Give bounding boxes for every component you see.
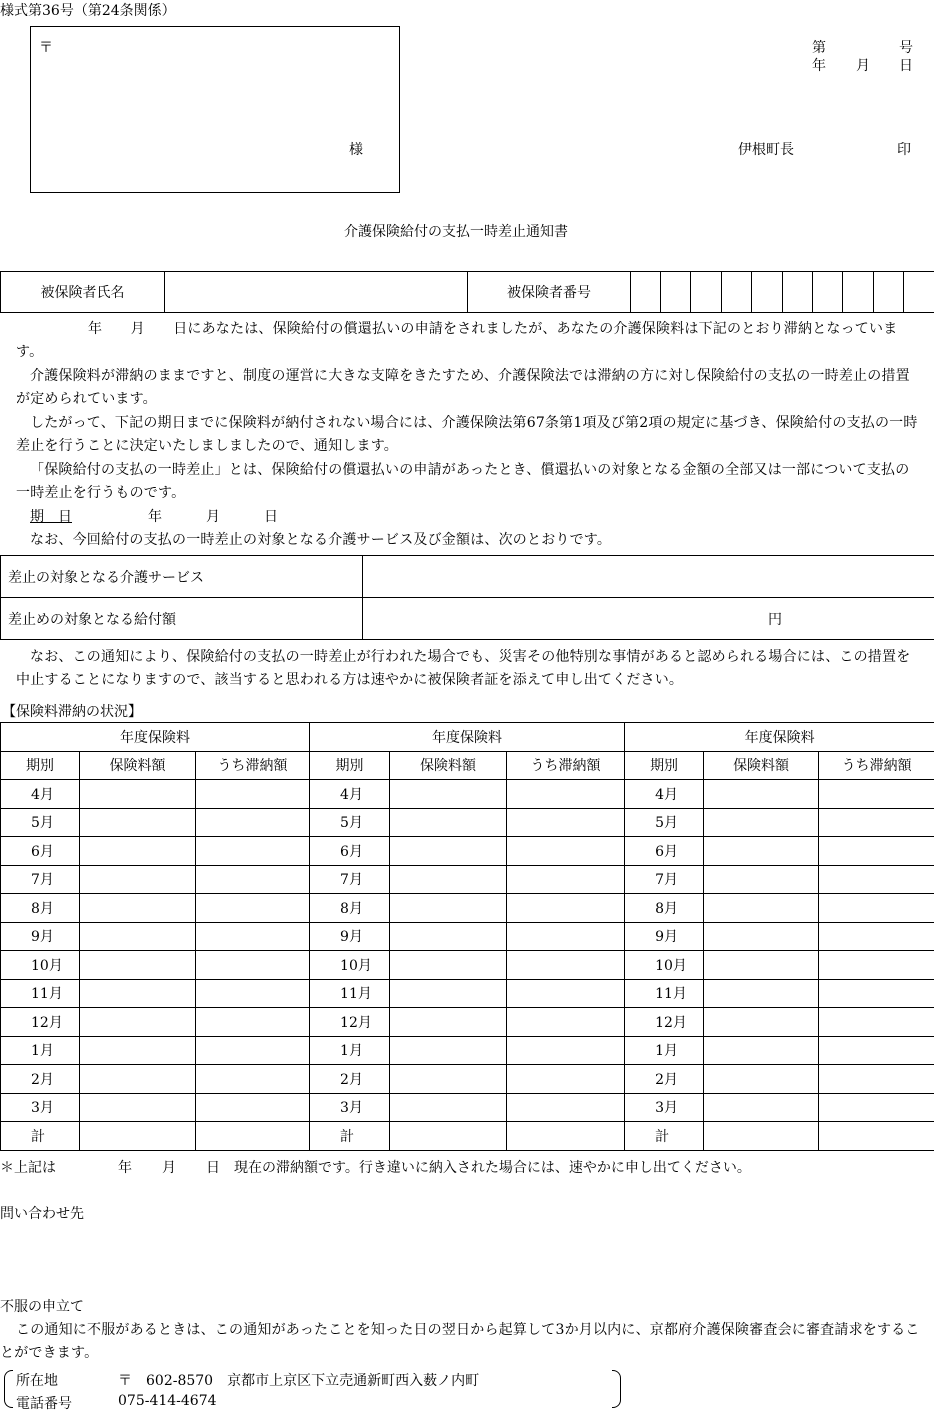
period-label: 11月 bbox=[625, 979, 704, 1008]
arrears-cell[interactable] bbox=[507, 1065, 625, 1094]
premium-cell[interactable] bbox=[80, 894, 196, 923]
deadline-tsuki: 月 bbox=[206, 506, 220, 526]
premium-cell[interactable] bbox=[390, 1065, 507, 1094]
tel-value: 075‐414‐4674 bbox=[118, 1393, 217, 1409]
period-label: 4月 bbox=[1, 780, 80, 809]
period-label: 計 bbox=[310, 1122, 390, 1151]
insured-number-digit[interactable] bbox=[661, 272, 691, 313]
premium-cell[interactable] bbox=[80, 1065, 196, 1094]
arrears-cell[interactable] bbox=[507, 1122, 625, 1151]
arrears-cell[interactable] bbox=[196, 894, 310, 923]
arrears-cell[interactable] bbox=[819, 922, 934, 951]
paragraph-6: なお、この通知により、保険給付の支払の一時差止が行われた場合でも、災害その他特別な事情があると認められる場合には、この措置を中止することになりますので、該当すると思われる方は速やかに被保険者証を添えて申し出てください。 bbox=[16, 646, 922, 692]
premium-cell[interactable] bbox=[80, 808, 196, 837]
note-tsuki: 月 bbox=[162, 1157, 176, 1177]
col-arrears: うち滞納額 bbox=[196, 751, 310, 780]
table-row bbox=[1, 865, 934, 894]
col-premium: 保険料額 bbox=[704, 751, 819, 780]
premium-cell[interactable] bbox=[80, 837, 196, 866]
period-label: 1月 bbox=[625, 1036, 704, 1065]
period-label: 11月 bbox=[1, 979, 80, 1008]
arrears-status-table bbox=[0, 722, 934, 1151]
table-row bbox=[1, 979, 934, 1008]
period-label: 12月 bbox=[1, 1008, 80, 1037]
col-arrears: うち滞納額 bbox=[507, 751, 625, 780]
arrears-cell[interactable] bbox=[507, 951, 625, 980]
period-label: 1月 bbox=[1, 1036, 80, 1065]
sama-label: 様 bbox=[349, 139, 363, 159]
paragraph-2: 介護保険料が滞納のままですと、制度の運営に大きな支障をきたすため、介護保険法では滞納の方に対し保険給付の支払の一時差止の措置が定められています。 bbox=[16, 365, 922, 411]
deadline-hi: 日 bbox=[264, 506, 278, 526]
premium-cell[interactable] bbox=[704, 951, 819, 980]
paragraph-5: なお、今回給付の支払の一時差止の対象となる介護サービス及び金額は、次のとおりです。 bbox=[16, 529, 922, 552]
premium-cell[interactable] bbox=[390, 837, 507, 866]
arrears-cell[interactable] bbox=[507, 922, 625, 951]
insured-number-digit[interactable] bbox=[722, 272, 752, 313]
premium-cell[interactable] bbox=[80, 1122, 196, 1151]
premium-cell[interactable] bbox=[390, 894, 507, 923]
target-service-label: 差止の対象となる介護サービス bbox=[1, 556, 363, 598]
arrears-cell[interactable] bbox=[507, 837, 625, 866]
premium-cell[interactable] bbox=[704, 1065, 819, 1094]
arrears-cell[interactable] bbox=[196, 1008, 310, 1037]
address-value: 〒 602‐8570 京都市上京区下立売通新町西入薮ノ内町 bbox=[118, 1370, 479, 1390]
period-label: 1月 bbox=[310, 1036, 390, 1065]
arrears-cell[interactable] bbox=[196, 951, 310, 980]
arrears-cell[interactable] bbox=[196, 780, 310, 809]
arrears-cell[interactable] bbox=[819, 837, 934, 866]
col-premium: 保険料額 bbox=[390, 751, 507, 780]
date-hi: 日 bbox=[899, 55, 913, 75]
target-service-field[interactable] bbox=[363, 556, 934, 598]
table-row bbox=[1, 780, 934, 809]
deadline-label: 期 日 bbox=[30, 509, 72, 525]
arrears-cell[interactable] bbox=[819, 894, 934, 923]
arrears-cell[interactable] bbox=[507, 865, 625, 894]
premium-cell[interactable] bbox=[704, 922, 819, 951]
period-label: 6月 bbox=[625, 837, 704, 866]
period-label: 7月 bbox=[625, 865, 704, 894]
postal-mark: 〒 bbox=[39, 37, 53, 57]
premium-cell[interactable] bbox=[390, 1093, 507, 1122]
arrears-cell[interactable] bbox=[196, 922, 310, 951]
appeal-title: 不服の申立て bbox=[0, 1296, 84, 1316]
premium-cell[interactable] bbox=[704, 894, 819, 923]
year-header: 年度保険料 bbox=[310, 723, 625, 752]
paragraph-1: 年 月 日にあなたは、保険給付の償還払いの申請をされましたが、あなたの介護保険料は下記のとおり滞納となっています。 bbox=[16, 318, 922, 364]
deadline-line bbox=[30, 506, 276, 526]
go-label: 号 bbox=[899, 37, 913, 57]
year-header: 年度保険料 bbox=[625, 723, 934, 752]
insured-number-digit[interactable] bbox=[631, 272, 661, 313]
insured-number-digit[interactable] bbox=[813, 272, 843, 313]
period-label: 11月 bbox=[310, 979, 390, 1008]
insured-table bbox=[0, 271, 934, 313]
arrears-cell[interactable] bbox=[819, 780, 934, 809]
col-period: 期別 bbox=[310, 751, 390, 780]
insured-name-label: 被保険者氏名 bbox=[1, 272, 165, 313]
table-row bbox=[1, 1093, 934, 1122]
table-row bbox=[1, 1065, 934, 1094]
note-hi: 日 bbox=[206, 1157, 220, 1177]
premium-cell[interactable] bbox=[390, 922, 507, 951]
premium-cell[interactable] bbox=[704, 1093, 819, 1122]
premium-cell[interactable] bbox=[80, 1093, 196, 1122]
period-label: 10月 bbox=[1, 951, 80, 980]
arrears-cell[interactable] bbox=[196, 1036, 310, 1065]
arrears-cell[interactable] bbox=[196, 1122, 310, 1151]
period-label: 5月 bbox=[625, 808, 704, 837]
arrears-cell[interactable] bbox=[819, 1065, 934, 1094]
period-label: 4月 bbox=[625, 780, 704, 809]
period-label: 4月 bbox=[310, 780, 390, 809]
insured-number-digit[interactable] bbox=[874, 272, 904, 313]
period-label: 7月 bbox=[310, 865, 390, 894]
premium-cell[interactable] bbox=[704, 1008, 819, 1037]
period-label: 8月 bbox=[1, 894, 80, 923]
premium-cell[interactable] bbox=[390, 1122, 507, 1151]
inquiry-label: 問い合わせ先 bbox=[0, 1203, 84, 1223]
premium-cell[interactable] bbox=[80, 1008, 196, 1037]
period-label: 8月 bbox=[310, 894, 390, 923]
dai-label: 第 bbox=[812, 37, 826, 57]
arrears-cell[interactable] bbox=[196, 1065, 310, 1094]
premium-cell[interactable] bbox=[80, 865, 196, 894]
period-label: 3月 bbox=[1, 1093, 80, 1122]
arrears-cell[interactable] bbox=[819, 1008, 934, 1037]
premium-cell[interactable] bbox=[704, 865, 819, 894]
period-label: 3月 bbox=[310, 1093, 390, 1122]
col-period: 期別 bbox=[625, 751, 704, 780]
arrears-cell[interactable] bbox=[507, 1008, 625, 1037]
tel-label: 電話番号 bbox=[16, 1393, 72, 1413]
period-label: 計 bbox=[1, 1122, 80, 1151]
period-label: 12月 bbox=[625, 1008, 704, 1037]
premium-cell[interactable] bbox=[704, 979, 819, 1008]
deadline-nen: 年 bbox=[148, 506, 162, 526]
period-label: 5月 bbox=[310, 808, 390, 837]
period-label: 5月 bbox=[1, 808, 80, 837]
seal-mark: 印 bbox=[897, 139, 911, 159]
insured-number-digit[interactable] bbox=[691, 272, 722, 313]
insured-number-digit[interactable] bbox=[843, 272, 874, 313]
status-heading: 【保険料滞納の状況】 bbox=[2, 701, 142, 721]
table-row bbox=[1, 1036, 934, 1065]
table-row bbox=[1, 1008, 934, 1037]
premium-cell[interactable] bbox=[390, 808, 507, 837]
insured-name-field[interactable] bbox=[165, 272, 468, 313]
table-row bbox=[1, 922, 934, 951]
arrears-cell[interactable] bbox=[819, 1122, 934, 1151]
premium-cell[interactable] bbox=[704, 1122, 819, 1151]
premium-cell[interactable] bbox=[704, 1036, 819, 1065]
arrears-cell[interactable] bbox=[196, 837, 310, 866]
table-row bbox=[1, 808, 934, 837]
arrears-cell[interactable] bbox=[507, 808, 625, 837]
period-label: 9月 bbox=[625, 922, 704, 951]
col-period: 期別 bbox=[1, 751, 80, 780]
premium-cell[interactable] bbox=[704, 837, 819, 866]
period-label: 9月 bbox=[1, 922, 80, 951]
insured-number-label: 被保険者番号 bbox=[468, 272, 631, 313]
note-suffix: 現在の滞納額です。行き違いに納入された場合には、速やかに申し出てください。 bbox=[234, 1157, 751, 1177]
premium-cell[interactable] bbox=[704, 780, 819, 809]
arrears-cell[interactable] bbox=[196, 808, 310, 837]
col-premium: 保険料額 bbox=[80, 751, 196, 780]
period-label: 2月 bbox=[625, 1065, 704, 1094]
yen-unit: 円 bbox=[768, 609, 782, 629]
arrears-cell[interactable] bbox=[196, 865, 310, 894]
period-label: 7月 bbox=[1, 865, 80, 894]
arrears-cell[interactable] bbox=[819, 1093, 934, 1122]
premium-cell[interactable] bbox=[704, 808, 819, 837]
arrears-cell[interactable] bbox=[507, 1093, 625, 1122]
period-label: 12月 bbox=[310, 1008, 390, 1037]
document-title: 介護保険給付の支払一時差止通知書 bbox=[344, 221, 568, 241]
target-amount-field[interactable] bbox=[363, 598, 934, 640]
arrears-cell[interactable] bbox=[819, 979, 934, 1008]
arrears-cell[interactable] bbox=[819, 951, 934, 980]
arrears-cell[interactable] bbox=[507, 780, 625, 809]
premium-cell[interactable] bbox=[390, 865, 507, 894]
arrears-cell[interactable] bbox=[196, 1093, 310, 1122]
note-prefix: ＊上記は bbox=[0, 1157, 56, 1177]
premium-cell[interactable] bbox=[80, 979, 196, 1008]
form-number: 様式第36号（第24条関係） bbox=[0, 0, 176, 20]
address-box bbox=[30, 26, 400, 193]
period-label: 6月 bbox=[310, 837, 390, 866]
target-table bbox=[0, 555, 934, 640]
bracket-left bbox=[4, 1370, 13, 1408]
note-nen: 年 bbox=[118, 1157, 132, 1177]
arrears-cell[interactable] bbox=[819, 808, 934, 837]
paragraph-3: したがって、下記の期日までに保険料が納付されない場合には、介護保険法第67条第1項及び第2項の規定に基づき、保険給付の支払の一時差止を行うことに決定いたしましましたので、通知します。 bbox=[16, 412, 922, 458]
arrears-cell[interactable] bbox=[507, 979, 625, 1008]
issuer: 伊根町長 bbox=[738, 139, 794, 159]
premium-cell[interactable] bbox=[390, 780, 507, 809]
premium-cell[interactable] bbox=[390, 1008, 507, 1037]
appeal-text: この通知に不服があるときは、この通知があったことを知った日の翌日から起算して3か月以内に、京都府介護保険審査会に審査請求をすることができます。 bbox=[0, 1319, 922, 1365]
insured-number-digit[interactable] bbox=[783, 272, 813, 313]
period-label: 2月 bbox=[310, 1065, 390, 1094]
period-label: 2月 bbox=[1, 1065, 80, 1094]
period-label: 10月 bbox=[310, 951, 390, 980]
table-row bbox=[1, 837, 934, 866]
period-label: 計 bbox=[625, 1122, 704, 1151]
premium-cell[interactable] bbox=[390, 1036, 507, 1065]
table-row bbox=[1, 894, 934, 923]
period-label: 3月 bbox=[625, 1093, 704, 1122]
paragraph-4: 「保険給付の支払の一時差止」とは、保険給付の償還払いの申請があったとき、償還払いの対象となる金額の全部又は一部について支払の一時差止を行うものです。 bbox=[16, 459, 922, 505]
address-label: 所在地 bbox=[16, 1370, 58, 1390]
arrears-cell[interactable] bbox=[507, 894, 625, 923]
period-label: 10月 bbox=[625, 951, 704, 980]
arrears-cell[interactable] bbox=[819, 865, 934, 894]
col-arrears: うち滞納額 bbox=[819, 751, 934, 780]
premium-cell[interactable] bbox=[80, 780, 196, 809]
arrears-cell[interactable] bbox=[819, 1036, 934, 1065]
date-nen: 年 bbox=[812, 55, 826, 75]
premium-cell[interactable] bbox=[80, 922, 196, 951]
premium-cell[interactable] bbox=[80, 951, 196, 980]
target-amount-label: 差止めの対象となる給付額 bbox=[1, 598, 363, 640]
insured-number-digit[interactable] bbox=[752, 272, 783, 313]
premium-cell[interactable] bbox=[80, 1036, 196, 1065]
insured-number-digit[interactable] bbox=[904, 272, 934, 313]
premium-cell[interactable] bbox=[390, 979, 507, 1008]
bracket-right bbox=[612, 1370, 621, 1408]
year-header: 年度保険料 bbox=[1, 723, 310, 752]
arrears-cell[interactable] bbox=[507, 1036, 625, 1065]
table-row bbox=[1, 1122, 934, 1151]
period-label: 8月 bbox=[625, 894, 704, 923]
period-label: 9月 bbox=[310, 922, 390, 951]
arrears-cell[interactable] bbox=[196, 979, 310, 1008]
premium-cell[interactable] bbox=[390, 951, 507, 980]
period-label: 6月 bbox=[1, 837, 80, 866]
table-row bbox=[1, 951, 934, 980]
date-tsuki: 月 bbox=[856, 55, 870, 75]
